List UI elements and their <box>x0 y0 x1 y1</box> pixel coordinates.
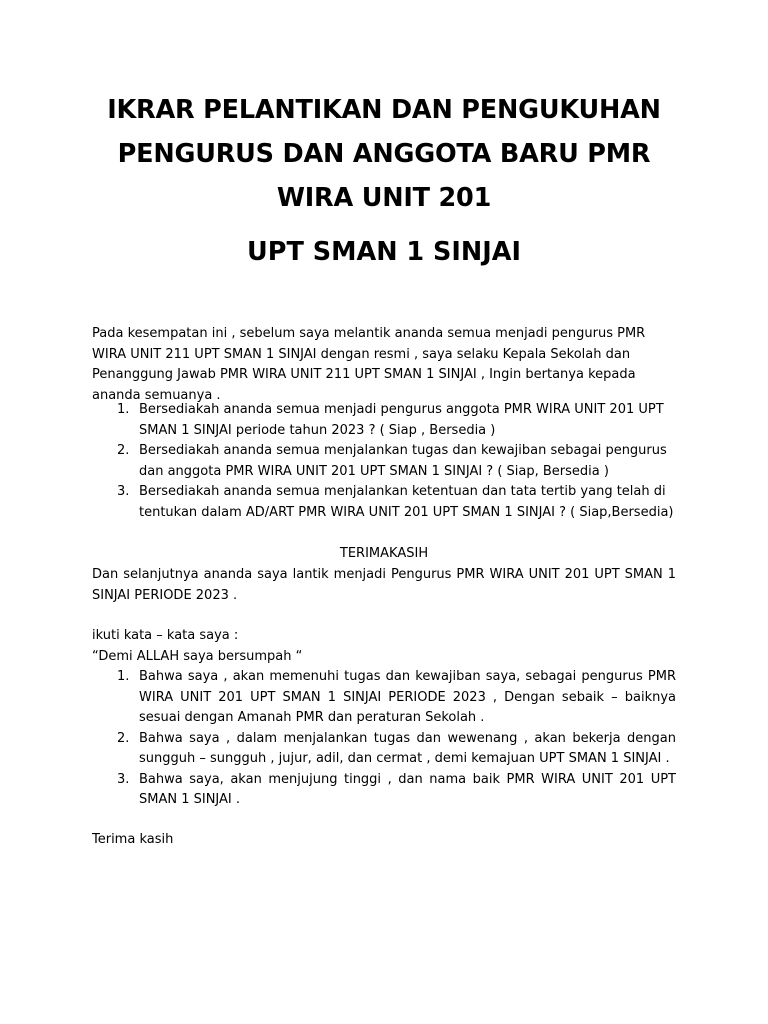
question-list-block <box>92 400 676 523</box>
document-subtitle: UPT SMAN 1 SINJAI <box>247 237 521 267</box>
question-list <box>92 400 676 523</box>
oath-item <box>92 770 676 811</box>
oath-text: Bahwa saya, akan menjujung tinggi , dan nama baik PMR WIRA UNIT 201 UPT SMAN 1 SINJAI . <box>139 771 676 807</box>
oath-text: Bahwa saya , dalam menjalankan tugas dan wewenang , akan bekerja dengan sungguh – sungguh , jujur, adil, dan cermat , demi kemajuan UPT SMAN 1 SINJAI . <box>139 730 676 766</box>
list-number: 2. <box>117 443 130 458</box>
oath-text: Bahwa saya , akan memenuhi tugas dan kewajiban saya, sebagai pengurus PMR WIRA UNIT 201 UPT SMAN 1 SINJAI PERIODE 2023 , Dengan sebaik – baiknya sesuai dengan Amanah PMR dan peraturan Sekolah . <box>139 669 676 725</box>
oath-list-block <box>92 667 676 811</box>
oath-item <box>92 729 676 770</box>
list-number: 1. <box>117 669 130 684</box>
list-number: 2. <box>117 730 130 746</box>
question-text: Bersediakah ananda semua menjalankan ketentuan dan tata tertib yang telah di tentukan dalam AD/ART PMR WIRA UNIT 201 UPT SMAN 1 SINJAI ? ( Siap,Bersedia) <box>139 484 674 520</box>
inauguration-paragraph: Dan selanjutnya ananda saya lantik menjadi Pengurus PMR WIRA UNIT 201 UPT SMAN 1 SINJAI PERIODE 2023 . <box>92 567 676 603</box>
question-text: Bersediakah ananda semua menjalankan tugas dan kewajiban sebagai pengurus dan anggota PMR WIRA UNIT 201 UPT SMAN 1 SINJAI ? ( Siap, Bersedia ) <box>139 443 667 479</box>
title-line-2: PENGURUS DAN ANGGOTA BARU PMR <box>117 139 651 169</box>
oath-item <box>92 667 676 729</box>
oath-list <box>92 667 676 811</box>
title-line-1: IKRAR PELANTIKAN DAN PENGUKUHAN <box>107 95 661 125</box>
document-title <box>60 88 708 220</box>
question-text: Bersediakah ananda semua menjadi pengurus anggota PMR WIRA UNIT 201 UPT SMAN 1 SINJAI periode tahun 2023 ? ( Siap , Bersedia ) <box>139 402 664 438</box>
closing-text: Terima kasih <box>92 832 174 847</box>
question-item <box>92 482 676 523</box>
intro-paragraph: Pada kesempatan ini , sebelum saya melantik ananda semua menjadi pengurus PMR WIRA UNIT 211 UPT SMAN 1 SINJAI dengan resmi , saya selaku Kepala Sekolah dan Penanggung Jawab PMR WIRA UNIT 211 UPT SMAN 1 SINJAI , Ingin bertanya kepada ananda semuanya . <box>92 326 646 403</box>
list-number: 1. <box>117 402 130 417</box>
follow-instruction: ikuti kata – kata saya : <box>92 628 239 643</box>
question-item <box>92 441 676 482</box>
question-item <box>92 400 676 441</box>
title-line-3: WIRA UNIT 201 <box>276 183 492 213</box>
terimakasih-heading: TERIMAKASIH <box>339 546 429 561</box>
list-number: 3. <box>117 771 130 787</box>
list-number: 3. <box>117 484 130 499</box>
intro-paragraph-block <box>92 324 676 406</box>
oath-opening: “Demi ALLAH saya bersumpah “ <box>92 649 303 664</box>
